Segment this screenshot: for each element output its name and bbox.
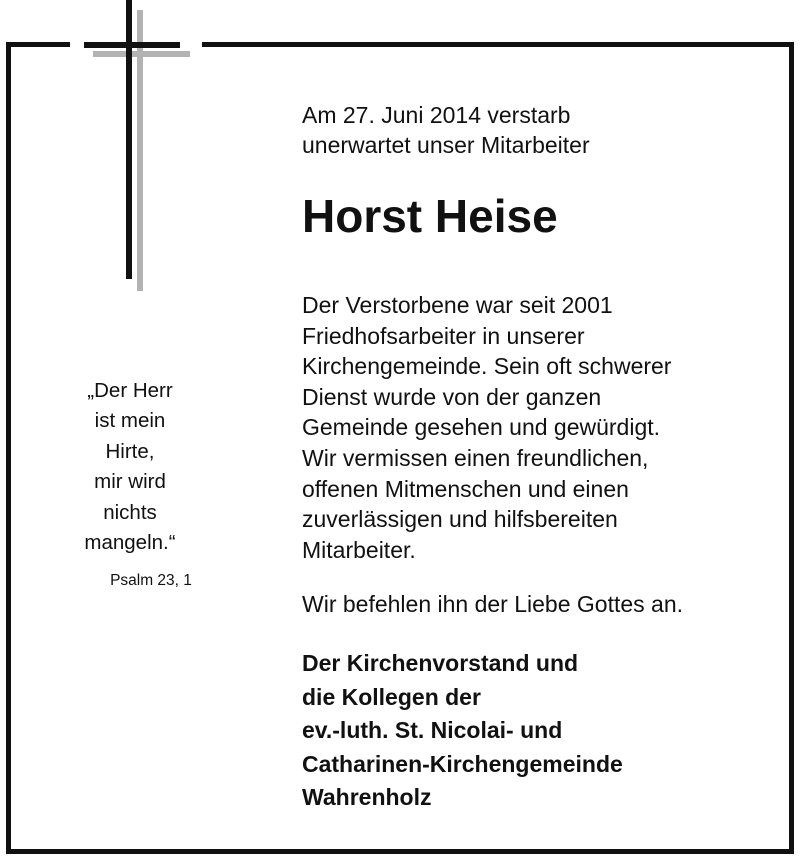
closing-line: Wir befehlen ihn der Liebe Gottes an. [302, 591, 684, 617]
frame-bottom-border [6, 849, 794, 854]
frame-right-border [789, 42, 794, 854]
cross-horizontal-beam [84, 42, 180, 48]
frame-top-border-right [202, 42, 794, 47]
tribute-text: Der Verstorbene war seit 2001 Friedhofsarbeiter in unserer Kirchengemeinde. Sein oft schwerer Dienst wurde von der ganzen Gemeinde gesehen und gewürdigt. Wir vermissen einen freundlichen, offenen Mitmenschen und einen zuverlässigen und hilfsbereiten Mitarbeiter. [302, 292, 672, 563]
frame-left-border [6, 42, 11, 854]
bible-verse: „Der Herr ist mein Hirte, mir wird nichts mangeln.“ [84, 379, 176, 555]
death-announcement-intro: Am 27. Juni 2014 verstarb unerwartet unser Mitarbeiter [302, 102, 590, 158]
bible-verse-reference: Psalm 23, 1 [110, 572, 192, 589]
frame-top-border-left [6, 42, 70, 47]
signature-block: Der Kirchenvorstand und die Kollegen der ev.-luth. St. Nicolai- und Catharinen-Kirchengemeinde Wahrenholz [302, 650, 623, 810]
cross-shadow-horizontal [93, 51, 190, 57]
deceased-name: Horst Heise [302, 190, 558, 242]
